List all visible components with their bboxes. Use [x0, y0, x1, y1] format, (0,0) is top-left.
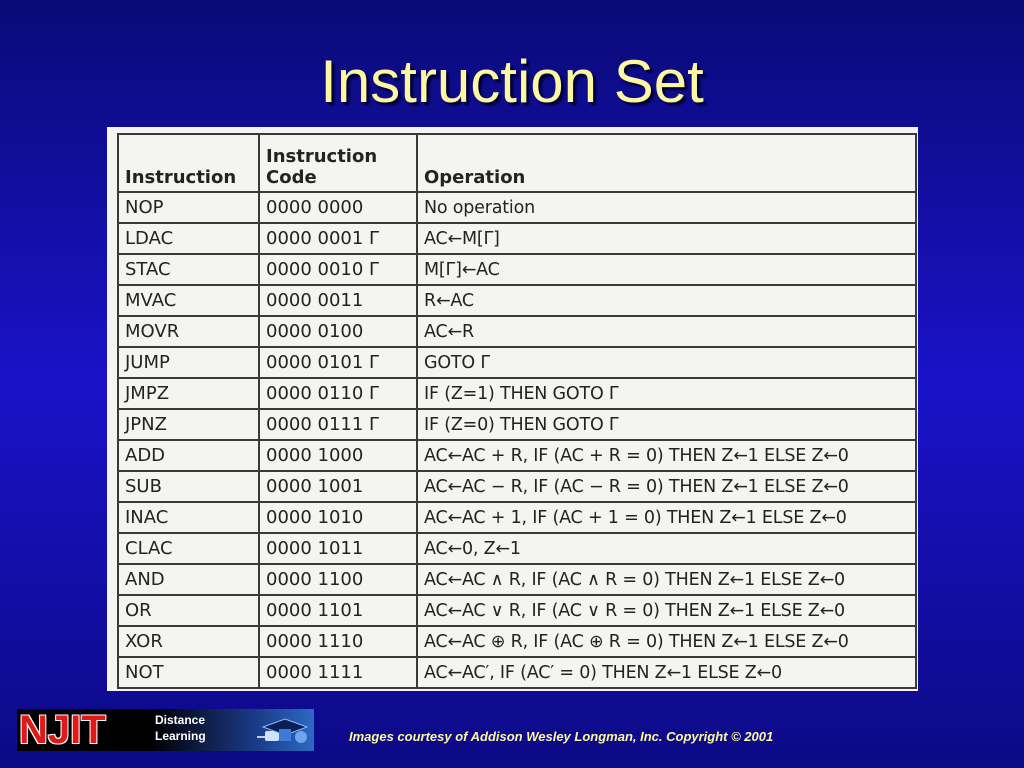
instruction-code-cell: 0000 1100: [259, 564, 417, 595]
slide-title: Instruction Set: [320, 48, 704, 115]
operation-cell: AC←R: [417, 316, 916, 347]
table-row: [118, 657, 916, 688]
instruction-cell: NOP: [118, 192, 259, 223]
operation-cell: IF (Z=0) THEN GOTO Γ: [417, 409, 916, 440]
table-row: [118, 533, 916, 564]
table-row: [118, 347, 916, 378]
operation-cell: No operation: [417, 192, 916, 223]
table-header-row: [118, 134, 916, 192]
instruction-code-cell: 0000 1101: [259, 595, 417, 626]
instruction-cell: OR: [118, 595, 259, 626]
instruction-code-cell: 0000 1011: [259, 533, 417, 564]
operation-cell: AC←M[Γ]: [417, 223, 916, 254]
instruction-cell: JUMP: [118, 347, 259, 378]
header-instruction: Instruction: [118, 134, 259, 192]
table-row: [118, 285, 916, 316]
instruction-set-table-image: [107, 127, 918, 691]
operation-cell: AC←AC′, IF (AC′ = 0) THEN Z←1 ELSE Z←0: [417, 657, 916, 688]
operation-cell: AC←AC ∧ R, IF (AC ∧ R = 0) THEN Z←1 ELSE Z←0: [417, 564, 916, 595]
operation-cell: AC←AC − R, IF (AC − R = 0) THEN Z←1 ELSE Z←0: [417, 471, 916, 502]
header-instruction-code: Instruction Code: [259, 134, 417, 192]
table-row: [118, 192, 916, 223]
operation-cell: AC←AC + R, IF (AC + R = 0) THEN Z←1 ELSE Z←0: [417, 440, 916, 471]
table-row: [118, 440, 916, 471]
table-row: [118, 316, 916, 347]
logo-njit-text: NJIT: [19, 709, 106, 751]
graduation-cap-icon: [257, 715, 313, 747]
instruction-code-cell: 0000 1111: [259, 657, 417, 688]
table-row: [118, 595, 916, 626]
table-row: [118, 502, 916, 533]
instruction-code-cell: 0000 1000: [259, 440, 417, 471]
logo-line-distance: Distance: [155, 713, 206, 727]
operation-cell: GOTO Γ: [417, 347, 916, 378]
instruction-cell: MOVR: [118, 316, 259, 347]
instruction-cell: MVAC: [118, 285, 259, 316]
instruction-cell: STAC: [118, 254, 259, 285]
table-row: [118, 626, 916, 657]
instruction-code-cell: 0000 0000: [259, 192, 417, 223]
instruction-cell: LDAC: [118, 223, 259, 254]
table-row: [118, 378, 916, 409]
operation-cell: AC←0, Z←1: [417, 533, 916, 564]
njit-distance-learning-logo: [17, 709, 314, 751]
instruction-cell: INAC: [118, 502, 259, 533]
table-row: [118, 471, 916, 502]
operation-cell: AC←AC + 1, IF (AC + 1 = 0) THEN Z←1 ELSE Z←0: [417, 502, 916, 533]
table-row: [118, 223, 916, 254]
instruction-code-cell: 0000 0001 Γ: [259, 223, 417, 254]
table-row: [118, 409, 916, 440]
table-row: [118, 564, 916, 595]
instruction-cell: CLAC: [118, 533, 259, 564]
instruction-cell: AND: [118, 564, 259, 595]
instruction-cell: ADD: [118, 440, 259, 471]
operation-cell: R←AC: [417, 285, 916, 316]
instruction-cell: XOR: [118, 626, 259, 657]
instruction-cell: NOT: [118, 657, 259, 688]
instruction-code-cell: 0000 0011: [259, 285, 417, 316]
instruction-code-cell: 0000 1001: [259, 471, 417, 502]
instruction-cell: SUB: [118, 471, 259, 502]
image-credit: Images courtesy of Addison Wesley Longman, Inc. Copyright © 2001: [349, 729, 774, 744]
instruction-code-cell: 0000 0110 Γ: [259, 378, 417, 409]
operation-cell: M[Γ]←AC: [417, 254, 916, 285]
operation-cell: AC←AC ∨ R, IF (AC ∨ R = 0) THEN Z←1 ELSE Z←0: [417, 595, 916, 626]
instruction-code-cell: 0000 0101 Γ: [259, 347, 417, 378]
instruction-code-cell: 0000 0100: [259, 316, 417, 347]
instruction-cell: JPNZ: [118, 409, 259, 440]
header-operation: Operation: [417, 134, 916, 192]
instruction-set-table: [117, 133, 917, 689]
instruction-code-cell: 0000 0010 Γ: [259, 254, 417, 285]
table-row: [118, 254, 916, 285]
operation-cell: IF (Z=1) THEN GOTO Γ: [417, 378, 916, 409]
logo-line-learning: Learning: [155, 729, 206, 743]
instruction-code-cell: 0000 1010: [259, 502, 417, 533]
instruction-code-cell: 0000 1110: [259, 626, 417, 657]
instruction-cell: JMPZ: [118, 378, 259, 409]
operation-cell: AC←AC ⊕ R, IF (AC ⊕ R = 0) THEN Z←1 ELSE Z←0: [417, 626, 916, 657]
instruction-code-cell: 0000 0111 Γ: [259, 409, 417, 440]
